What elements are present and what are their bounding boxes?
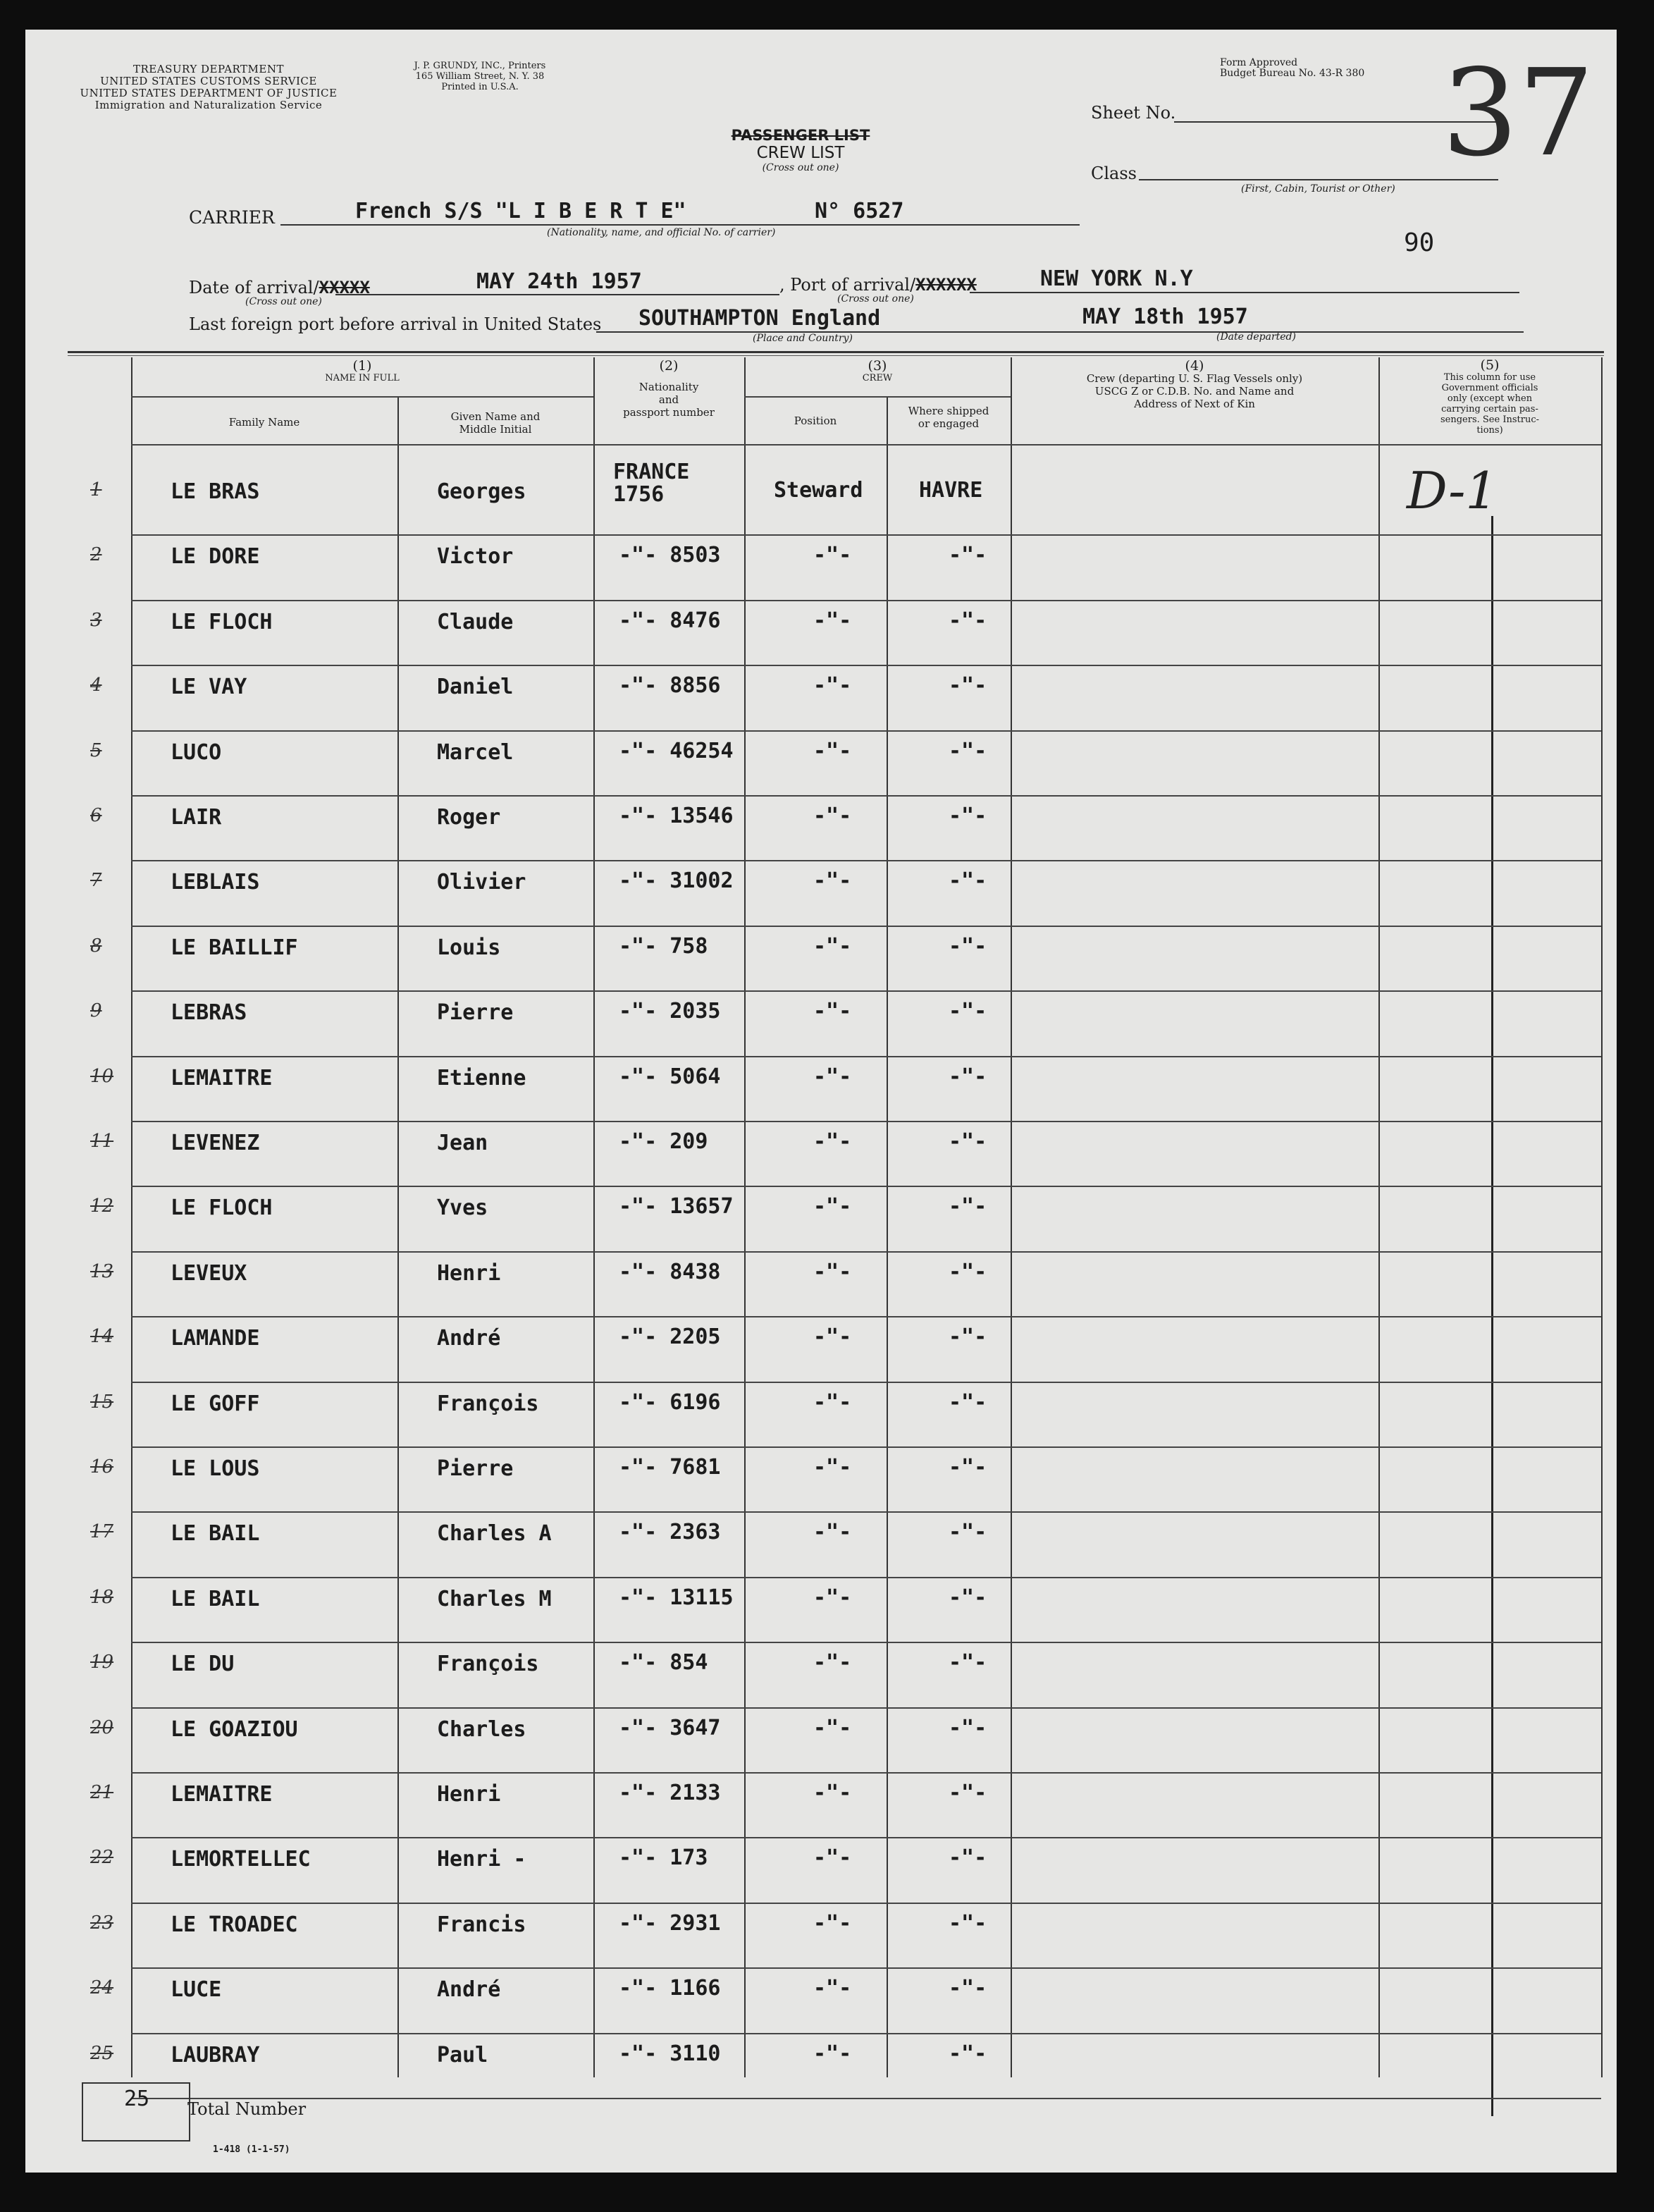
row-rule: [131, 1056, 1601, 1057]
given-name-cell: Olivier: [437, 870, 526, 895]
row-rule: [131, 1511, 1601, 1513]
where-shipped-cell: -"-: [949, 2041, 987, 2066]
row-rule: [131, 1251, 1601, 1253]
where-shipped-cell: -"-: [949, 934, 987, 959]
given-name-cell: Marcel: [437, 740, 514, 765]
position-cell: -"-: [813, 1520, 852, 1544]
position-cell: -"-: [813, 1064, 852, 1089]
nationality-passport-cell: -"- 2363: [619, 1520, 721, 1544]
position-cell: -"-: [813, 1129, 852, 1154]
col-border-shipped: [887, 396, 888, 2077]
family-name-cell: LE FLOCH: [171, 610, 273, 634]
family-name-cell: LE TROADEC: [171, 1912, 298, 1937]
given-name-cell: Francis: [437, 1912, 526, 1937]
position-cell: Steward: [774, 478, 863, 503]
row-number: 15: [90, 1391, 114, 1413]
header-bottom-rule: [131, 444, 1601, 446]
row-number: 10: [90, 1066, 114, 1087]
row-number: 23: [90, 1912, 114, 1934]
customs-service: UNITED STATES CUSTOMS SERVICE: [100, 75, 317, 87]
port-arrival-hint: (Cross out one): [837, 293, 914, 305]
row-rule: [131, 1903, 1601, 1904]
date-of-arrival-value: MAY 24th 1957: [476, 269, 642, 294]
table-row: [90, 522, 97, 529]
given-name-cell: Claude: [437, 610, 514, 634]
total-number-label: Total Number: [187, 2099, 307, 2119]
row-rule: [131, 1121, 1601, 1122]
table-row: [90, 1434, 97, 1441]
table-row: [90, 1890, 97, 1897]
family-name-heading: Family Name: [228, 416, 300, 429]
given-name-cell: Charles M: [437, 1587, 552, 1611]
position-cell: -"-: [813, 804, 852, 828]
date-departed-value: MAY 18th 1957: [1082, 305, 1248, 329]
sheet-no-label: Sheet No.: [1091, 103, 1176, 123]
table-row: [90, 1955, 97, 1962]
row-rule: [131, 1577, 1601, 1578]
row-number: 9: [90, 1000, 102, 1021]
row-number: 8: [90, 935, 102, 957]
row-rule: [131, 534, 1601, 536]
position-cell: -"-: [813, 1781, 852, 1805]
row-number: 2: [90, 544, 102, 565]
position-cell: -"-: [813, 1585, 852, 1610]
where-shipped-cell: -"-: [949, 1390, 987, 1415]
margin-number: 90: [1404, 228, 1435, 257]
position-cell: -"-: [813, 1455, 852, 1480]
form-approved-label: Form Approved: [1220, 57, 1298, 68]
nationality-cell: FRANCE: [613, 460, 690, 484]
row-rule: [131, 1772, 1601, 1774]
position-cell: -"-: [813, 739, 852, 763]
family-name-cell: LEBRAS: [171, 1000, 247, 1025]
position-cell: -"-: [813, 608, 852, 633]
row-rule: [131, 926, 1601, 927]
nationality-passport-cell: -"- 2931: [619, 1911, 721, 1936]
family-name-cell: LE LOUS: [171, 1456, 260, 1481]
table-row: [90, 1239, 97, 1246]
table-row: [90, 1629, 97, 1636]
given-name-cell: François: [437, 1391, 539, 1416]
row-number: 19: [90, 1652, 114, 1673]
nationality-passport-cell: -"- 8476: [619, 608, 721, 633]
port-of-arrival-label: [779, 275, 977, 295]
col4-title-2: USCG Z or C.D.B. No. and Name and: [1094, 385, 1295, 398]
agency-block: [39, 63, 378, 111]
table-row: [90, 718, 97, 725]
sheet-number: 37: [1442, 44, 1595, 183]
row-number: 22: [90, 1847, 114, 1868]
row-number: 12: [90, 1196, 114, 1217]
position-cell: -"-: [813, 543, 852, 567]
where-shipped-cell: -"-: [949, 1455, 987, 1480]
list-type-title: [730, 127, 871, 173]
row-rule: [131, 600, 1601, 601]
col5-title-5: sengers. See Instruc-: [1440, 414, 1539, 425]
nationality-passport-cell: -"- 8856: [619, 673, 721, 698]
row-rule: [131, 665, 1601, 666]
nationality-passport-cell: -"- 3110: [619, 2041, 721, 2066]
date-arrival-crossed: XXXXX: [319, 278, 370, 297]
where-shipped-line-1: Where shipped: [908, 405, 989, 417]
where-shipped-cell: -"-: [949, 673, 987, 698]
family-name-cell: LEVEUX: [171, 1261, 247, 1286]
nationality-passport-cell: -"- 2133: [619, 1781, 721, 1805]
where-shipped-cell: -"-: [949, 1260, 987, 1284]
row-number: 24: [90, 1977, 114, 1998]
nationality-passport-cell: -"- 8503: [619, 543, 721, 567]
col2-title-3: passport number: [623, 406, 715, 419]
table-row: [90, 1759, 97, 1766]
family-name-cell: LEMAITRE: [171, 1066, 273, 1090]
family-name-cell: LUCE: [171, 1977, 222, 2002]
col4-title-1: Crew (departing U. S. Flag Vessels only): [1086, 372, 1303, 385]
passenger-list-crossed: PASSENGER LIST: [731, 127, 870, 144]
row-number: 6: [90, 805, 102, 826]
position-cell: -"-: [813, 1911, 852, 1936]
where-shipped-cell: -"-: [949, 1845, 987, 1870]
printer-line-2: 165 William Street, N. Y. 38: [415, 71, 545, 82]
given-name-cell: Yves: [437, 1196, 488, 1220]
row-number: 3: [90, 610, 102, 631]
family-name-cell: LE VAY: [171, 675, 247, 699]
budget-bureau-number: Budget Bureau No. 43-R 380: [1220, 68, 1365, 79]
position-cell: -"-: [813, 1390, 852, 1415]
col1-number: (1): [352, 358, 372, 374]
col5-title-3: only (except when: [1447, 393, 1533, 404]
where-shipped-line-2: or engaged: [918, 417, 980, 430]
row-number: 20: [90, 1717, 114, 1738]
crew-list-form: [25, 30, 1617, 2173]
col-border-kin: [1011, 357, 1012, 2077]
col-border-nationality: [593, 357, 595, 2077]
nationality-passport-cell: -"- 8438: [619, 1260, 721, 1284]
where-shipped-cell: -"-: [949, 1911, 987, 1936]
where-shipped-cell: -"-: [949, 1716, 987, 1740]
col2-number: (2): [659, 358, 679, 374]
table-row: [90, 1369, 97, 1376]
treasury-dept: TREASURY DEPARTMENT: [133, 63, 284, 75]
where-shipped-cell: -"-: [949, 1650, 987, 1675]
where-shipped-cell: -"-: [949, 1064, 987, 1089]
col3-number: (3): [868, 358, 887, 374]
nationality-passport-cell: -"- 209: [619, 1129, 708, 1154]
position-heading: Position: [794, 414, 837, 427]
where-shipped-cell: -"-: [949, 1976, 987, 2001]
col5-title-2: Government officials: [1441, 383, 1538, 393]
given-name-cell: Roger: [437, 805, 501, 830]
port-arrival-text: , Port of arrival/: [779, 275, 916, 295]
cross-out-hint: (Cross out one): [762, 162, 839, 173]
nationality-passport-cell: -"- 2035: [619, 999, 721, 1024]
col5-title-1: This column for use: [1443, 372, 1536, 383]
row-number: 21: [90, 1782, 114, 1803]
table-row: [90, 652, 97, 659]
row-rule: [131, 860, 1601, 861]
family-name-cell: LE BRAS: [171, 479, 260, 504]
crew-list-label: CREW LIST: [756, 144, 845, 162]
row-rule: [131, 1837, 1601, 1838]
port-arrival-crossed: XXXXXX: [915, 275, 977, 295]
row-rule: [131, 990, 1601, 992]
class-line: [1139, 179, 1498, 180]
given-name-heading: [397, 410, 593, 436]
col5-title-6: tions): [1476, 425, 1503, 436]
total-number-value: 25: [124, 2087, 150, 2111]
col-border-right: [1601, 357, 1603, 2077]
nationality-passport-cell: -"- 758: [619, 934, 708, 959]
row-number: 13: [90, 1261, 114, 1282]
position-cell: -"-: [813, 1194, 852, 1219]
given-name-cell: Henri: [437, 1261, 501, 1286]
where-shipped-cell: -"-: [949, 1325, 987, 1349]
given-name-cell: Georges: [437, 479, 526, 504]
where-shipped-cell: -"-: [949, 608, 987, 633]
col3-title: CREW: [862, 373, 893, 383]
printer-info: [399, 61, 561, 92]
justice-dept: UNITED STATES DEPARTMENT OF JUSTICE: [80, 87, 338, 99]
row-number: 16: [90, 1456, 114, 1477]
given-name-cell: Henri: [437, 1782, 501, 1807]
nationality-passport-cell: -"- 13546: [619, 804, 734, 828]
position-cell: -"-: [813, 2041, 852, 2066]
given-name-cell: Louis: [437, 935, 501, 960]
printer-line-1: J. P. GRUNDY, INC., Printers: [414, 61, 546, 71]
col-border-left: [131, 357, 132, 2077]
family-name-cell: LE DORE: [171, 544, 260, 569]
row-rule: [131, 795, 1601, 797]
nationality-passport-cell: -"- 173: [619, 1845, 708, 1870]
row-number: 7: [90, 870, 102, 891]
where-shipped-cell: -"-: [949, 543, 987, 567]
date-arrival-text: Date of arrival/: [189, 278, 319, 297]
table-row: [90, 1564, 97, 1571]
col4-heading: [1011, 360, 1378, 410]
row-rule: [131, 1642, 1601, 1643]
family-name-cell: LUCO: [171, 740, 222, 765]
table-row: [90, 1303, 97, 1310]
table-row: [90, 1499, 97, 1506]
where-shipped-cell: -"-: [949, 739, 987, 763]
carrier-line: [280, 224, 1080, 226]
nationality-passport-cell: -"- 5064: [619, 1064, 721, 1089]
col4-title-3: Address of Next of Kin: [1134, 398, 1255, 410]
nationality-passport-cell: -"- 6196: [619, 1390, 721, 1415]
family-name-cell: LAUBRAY: [171, 2043, 260, 2067]
position-cell: -"-: [813, 1976, 852, 2001]
row-rule: [131, 1382, 1601, 1383]
col5-title-4: carrying certain pas-: [1441, 404, 1538, 414]
table-row: [90, 457, 97, 464]
immigration-service: Immigration and Naturalization Service: [94, 99, 323, 111]
col2-title-2: and: [658, 393, 679, 406]
position-cell: -"-: [813, 1325, 852, 1349]
col-border-given: [397, 396, 399, 2077]
row-number: 1: [90, 479, 102, 500]
col-border-official: [1378, 357, 1380, 2077]
family-name-cell: LE FLOCH: [171, 1196, 273, 1220]
row-number: 4: [90, 675, 102, 696]
col5-heading: [1378, 358, 1601, 436]
col4-number: (4): [1185, 358, 1204, 374]
given-name-cell: Victor: [437, 544, 514, 569]
table-row: [90, 1824, 97, 1831]
port-arrival-line: [970, 292, 1519, 293]
family-name-cell: LE GOFF: [171, 1391, 260, 1416]
sub-header-rule-crew: [744, 396, 1011, 398]
given-name-cell: Pierre: [437, 1000, 514, 1025]
given-name-cell: Charles A: [437, 1521, 552, 1546]
nationality-passport-cell: -"- 7681: [619, 1455, 721, 1480]
passport-number-cell: 1756: [613, 482, 665, 507]
family-name-cell: LE GOAZIOU: [171, 1717, 298, 1742]
row-rule: [131, 2033, 1601, 2034]
nationality-passport-cell: -"- 3647: [619, 1716, 721, 1740]
where-shipped-cell: -"-: [949, 804, 987, 828]
family-name-cell: LE DU: [171, 1652, 235, 1676]
family-name-cell: LE BAILLIF: [171, 935, 298, 960]
form-code: 1-418 (1-1-57): [213, 2144, 290, 2155]
table-row: [90, 587, 97, 594]
table-row: [90, 782, 97, 789]
nationality-passport-cell: -"- 2205: [619, 1325, 721, 1349]
row-rule: [131, 730, 1601, 732]
col5-number: (5): [1480, 357, 1500, 373]
table-row: [90, 913, 97, 920]
last-port-hint: (Place and Country): [753, 333, 853, 344]
position-cell: -"-: [813, 1845, 852, 1870]
given-name-cell: Jean: [437, 1131, 488, 1155]
given-name-cell: Etienne: [437, 1066, 526, 1090]
position-cell: -"-: [813, 999, 852, 1024]
given-name-cell: André: [437, 1977, 501, 2002]
given-name-cell: Paul: [437, 2043, 488, 2067]
given-name-cell: Daniel: [437, 675, 514, 699]
family-name-cell: LEMAITRE: [171, 1782, 273, 1807]
row-rule: [131, 1316, 1601, 1317]
nationality-passport-cell: -"- 31002: [619, 868, 734, 893]
official-mark: D-1: [1407, 461, 1498, 520]
nationality-passport-cell: -"- 1166: [619, 1976, 721, 2001]
table-row: [90, 847, 97, 854]
last-port-label: Last foreign port before arrival in United States: [189, 314, 602, 334]
table-top-rule: [68, 351, 1604, 353]
carrier-label: CARRIER: [189, 207, 275, 228]
where-shipped-cell: -"-: [949, 1129, 987, 1154]
given-name-cell: Henri -: [437, 1847, 526, 1872]
carrier-name: French S/S "L I B E R T E": [355, 199, 686, 223]
where-shipped-heading: [887, 405, 1011, 430]
row-rule: [131, 1707, 1601, 1709]
col-border-crew: [744, 357, 746, 2077]
where-shipped-cell: -"-: [949, 868, 987, 893]
family-name-cell: LEBLAIS: [171, 870, 260, 895]
where-shipped-cell: HAVRE: [919, 478, 983, 503]
row-number: 17: [90, 1521, 114, 1542]
position-cell: -"-: [813, 1716, 852, 1740]
col3-heading: [744, 360, 1011, 385]
table-top-rule-2: [68, 355, 1604, 356]
row-rule: [131, 1446, 1601, 1448]
table-row: [90, 2020, 97, 2027]
where-shipped-cell: -"-: [949, 1781, 987, 1805]
date-arrival-hint: (Cross out one): [245, 296, 322, 307]
family-name-cell: LAIR: [171, 805, 222, 830]
table-row: [90, 978, 97, 985]
given-name-line-1: Given Name and: [450, 410, 541, 423]
nationality-passport-cell: -"- 13657: [619, 1194, 734, 1219]
date-departed-hint: (Date departed): [1216, 331, 1296, 343]
position-cell: -"-: [813, 1260, 852, 1284]
col1-title: NAME IN FULL: [325, 373, 400, 383]
col1-heading: [131, 360, 593, 385]
class-label: Class: [1091, 164, 1137, 183]
position-cell: -"-: [813, 934, 852, 959]
where-shipped-cell: -"-: [949, 1194, 987, 1219]
form-approval: [1220, 58, 1364, 79]
position-cell: -"-: [813, 673, 852, 698]
family-name-cell: LE BAIL: [171, 1521, 260, 1546]
carrier-number: N° 6527: [815, 199, 904, 223]
row-number: 14: [90, 1326, 114, 1347]
given-name-cell: François: [437, 1652, 539, 1676]
carrier-hint: (Nationality, name, and official No. of carrier): [547, 227, 776, 238]
col2-title-1: Nationality: [638, 381, 699, 393]
row-number: 18: [90, 1587, 114, 1608]
row-number: 5: [90, 740, 102, 761]
nationality-passport-cell: -"- 854: [619, 1650, 708, 1675]
row-rule: [131, 1186, 1601, 1187]
sub-header-rule-name: [131, 396, 593, 398]
printer-line-3: Printed in U.S.A.: [441, 82, 519, 92]
family-name-cell: LAMANDE: [171, 1326, 260, 1351]
given-name-cell: Pierre: [437, 1456, 514, 1481]
row-rule: [131, 1967, 1601, 1969]
nationality-passport-cell: -"- 13115: [619, 1585, 734, 1610]
row-number: 11: [90, 1131, 114, 1152]
where-shipped-cell: -"-: [949, 1520, 987, 1544]
row-rule: [131, 2098, 1601, 2099]
position-cell: -"-: [813, 1650, 852, 1675]
table-row: [90, 1043, 97, 1050]
family-name-cell: LE BAIL: [171, 1587, 260, 1611]
last-port-value: SOUTHAMPTON England: [638, 306, 881, 331]
col2-heading: [593, 360, 744, 419]
date-arrival-line: [335, 294, 779, 295]
where-shipped-cell: -"-: [949, 999, 987, 1024]
given-name-line-2: Middle Initial: [459, 423, 532, 436]
table-row: [90, 1173, 97, 1180]
row-number: 25: [90, 2043, 114, 2064]
class-hint: (First, Cabin, Tourist or Other): [1241, 183, 1395, 195]
where-shipped-cell: -"-: [949, 1585, 987, 1610]
family-name-cell: LEVENEZ: [171, 1131, 260, 1155]
table-row: [90, 1108, 97, 1115]
given-name-cell: Charles: [437, 1717, 526, 1742]
family-name-cell: LEMORTELLEC: [171, 1847, 311, 1872]
nationality-passport-cell: -"- 46254: [619, 739, 734, 763]
port-of-arrival-value: NEW YORK N.Y: [1040, 266, 1193, 291]
given-name-cell: André: [437, 1326, 501, 1351]
last-port-line: [596, 331, 1524, 333]
position-cell: -"-: [813, 868, 852, 893]
table-row: [90, 1695, 97, 1702]
